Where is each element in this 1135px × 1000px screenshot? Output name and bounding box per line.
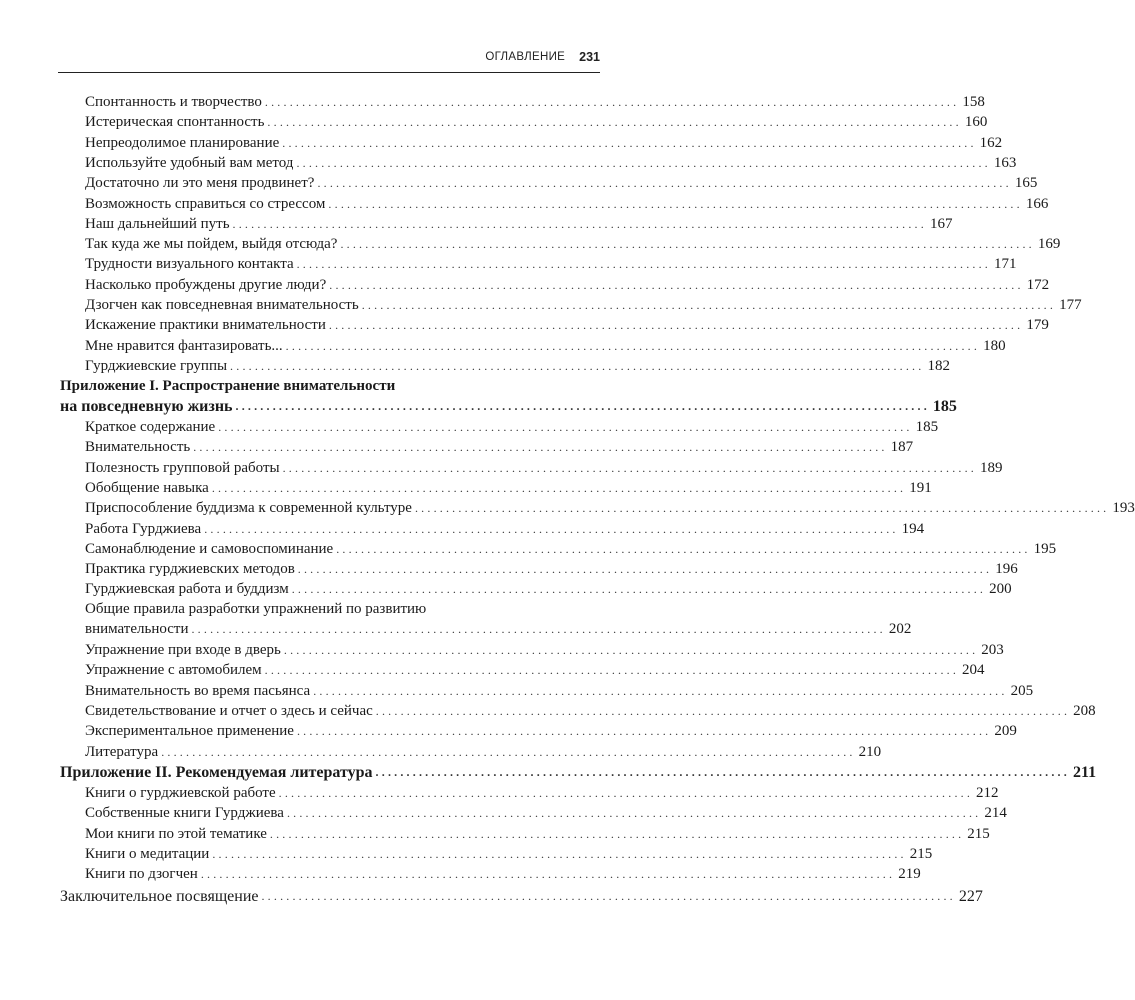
toc-entry (85, 620, 912, 639)
dot-leader: ................................................................................................................ (336, 541, 1031, 556)
toc-entry (85, 255, 1017, 274)
entry-page-number: 162 (979, 134, 1003, 151)
entry-title: Непреодолимое планирование (85, 134, 280, 151)
entry-page-number: 185 (915, 419, 939, 435)
dot-leader: ................................................................................................................ (296, 257, 992, 272)
toc-entry (85, 459, 1003, 478)
entry-page-number: 171 (994, 256, 1017, 273)
dot-leader: ................................................................................................................ (235, 399, 930, 413)
entry-title: Свидетельствование и отчет о здесь и сейчас (85, 702, 373, 719)
dot-leader: ................................................................................................................ (193, 440, 888, 455)
entry-title: Гурджиевская работа и буддизм (85, 581, 289, 598)
entry-page-number: 209 (994, 723, 1017, 740)
entry-page-number: 191 (909, 479, 932, 496)
entry-page-number: 204 (962, 662, 985, 679)
entry-title: Внимательность во время пасьянса (85, 682, 311, 699)
entry-page-number: 182 (927, 357, 950, 374)
toc-entry-line1: Общие правила разработки упражнений по развитию (85, 601, 427, 617)
entry-title: Истерическая спонтанность (85, 114, 265, 131)
entry-title: Полезность групповой работы (85, 459, 280, 476)
entry-title: Мои книги по этой тематике (85, 825, 267, 842)
toc-entry (85, 296, 1082, 315)
entry-page-number: 189 (980, 459, 1003, 476)
dot-leader: ................................................................................................................ (340, 237, 1035, 252)
entry-title: Используйте удобный вам метод (85, 154, 294, 171)
toc-entry (85, 134, 1003, 153)
toc-entry (85, 641, 1004, 660)
dot-leader: ................................................................................................................ (329, 277, 1024, 292)
entry-title: Наш дальнейший путь (85, 215, 230, 232)
entry-title: Практика гурджиевских методов (85, 561, 295, 578)
entry-title: Внимательность (85, 439, 191, 456)
entry-title: Собственные книги Гурджиева (85, 805, 284, 822)
dot-leader: ................................................................................................................ (212, 846, 907, 861)
entry-title: Возможность справиться со стрессом (85, 195, 326, 212)
appendix-1-entry (60, 397, 957, 416)
entry-title: Насколько пробуждены другие люди? (85, 276, 327, 293)
toc-entry (85, 743, 882, 762)
entry-title: Мне нравится фантазировать... (85, 337, 283, 354)
entry-page-number: 200 (989, 581, 1012, 598)
dot-leader: ................................................................................................................ (282, 460, 977, 475)
toc-entry (85, 479, 932, 498)
header-page-number: 231 (579, 50, 600, 64)
toc-entry (85, 235, 1061, 254)
toc-entry (85, 520, 925, 539)
entry-page-number: 202 (888, 621, 912, 637)
appendix-1-title-line1: Приложение I. Распространение внимательности (60, 378, 396, 394)
toc-entry (85, 357, 950, 376)
entry-page-number: 208 (1073, 702, 1096, 719)
toc-entry (85, 804, 1007, 823)
entry-title: Искажение практики внимательности (85, 317, 326, 334)
entry-title: Работа Гурджиева (85, 520, 202, 537)
entry-page-number: 163 (993, 154, 1017, 171)
toc-entry (85, 93, 985, 112)
toc-entry (85, 825, 990, 844)
toc-entry (85, 540, 1057, 559)
dot-leader: ................................................................................................................ (232, 216, 927, 231)
dot-leader: ................................................................................................................ (161, 744, 856, 759)
entry-page-number: 165 (1014, 175, 1038, 192)
entry-page-number: 179 (1026, 317, 1049, 334)
entry-page-number: 212 (976, 785, 999, 801)
running-header (58, 48, 600, 73)
toc-entry (85, 418, 939, 437)
toc-entry (85, 113, 988, 132)
dot-leader: ................................................................................................................ (267, 115, 962, 130)
toc-entry (85, 682, 1034, 701)
toc-entry (85, 661, 985, 680)
entry-page-number: 215 (909, 845, 933, 862)
entry-title: на повседневную жизнь (60, 398, 233, 415)
entry-page-number: 214 (984, 805, 1007, 822)
entry-title: Самонаблюдение и самовоспоминание (85, 540, 334, 557)
dot-leader: ................................................................................................................ (328, 318, 1024, 333)
dot-leader: ................................................................................................................ (286, 806, 982, 821)
entry-page-number: 172 (1026, 276, 1050, 293)
dot-leader: ................................................................................................................ (313, 683, 1008, 698)
entry-title: Так куда же мы пойдем, выйдя отсюда? (85, 236, 338, 253)
entry-title: Книги о гурджиевской работе (85, 785, 276, 801)
dot-leader: ................................................................................................................ (375, 703, 1071, 718)
dot-leader: ................................................................................................................ (191, 622, 886, 636)
entry-page-number: 180 (983, 337, 1006, 354)
toc-entry (85, 276, 1050, 295)
entry-page-number: 196 (995, 561, 1018, 578)
entry-page-number: 160 (964, 114, 988, 131)
toc-entry (85, 499, 1135, 518)
entry-title: Дзогчен как повседневная внимательность (85, 297, 359, 313)
toc-entry (85, 154, 1017, 173)
toc-entry (85, 174, 1038, 193)
dot-leader: ................................................................................................................ (264, 663, 960, 678)
dot-leader: ................................................................................................................ (230, 358, 925, 373)
dot-leader: ................................................................................................................ (285, 338, 981, 353)
dot-leader: ................................................................................................................ (218, 420, 913, 434)
entry-page-number: 185 (932, 398, 957, 415)
entry-page-number: 187 (890, 439, 914, 456)
entry-title: Заключительное посвящение (60, 888, 259, 905)
entry-page-number: 211 (1072, 764, 1097, 781)
entry-title: Достаточно ли это меня продвинет? (85, 175, 315, 192)
dot-leader: ................................................................................................................ (296, 724, 992, 739)
dot-leader: ................................................................................................................ (361, 298, 1057, 312)
dot-leader: ................................................................................................................ (328, 196, 1023, 211)
entry-title: Упражнение с автомобилем (85, 662, 262, 679)
entry-page-number: 158 (962, 94, 985, 110)
entry-page-number: 177 (1059, 297, 1082, 313)
toc-entry (85, 316, 1049, 335)
dot-leader: ................................................................................................................ (200, 867, 896, 882)
toc-entry (85, 580, 1012, 599)
entry-page-number: 194 (901, 520, 925, 537)
dot-leader: ................................................................................................................ (291, 582, 987, 597)
toc-entry (85, 702, 1096, 721)
toc-entry (85, 195, 1049, 214)
toc-entry (85, 784, 999, 803)
entry-title: Обобщение навыка (85, 479, 209, 496)
entry-title: Приложение II. Рекомендуемая литература (60, 764, 373, 781)
appendix-2-entry (60, 763, 1097, 782)
entry-page-number: 205 (1010, 682, 1034, 699)
entry-title: внимательности (85, 621, 189, 637)
entry-page-number: 195 (1033, 540, 1057, 557)
dot-leader: ................................................................................................................ (204, 521, 899, 536)
entry-title: Краткое содержание (85, 419, 216, 435)
dot-leader: ................................................................................................................ (264, 95, 960, 109)
toc-entry (85, 215, 953, 234)
entry-title: Книги по дзогчен (85, 866, 198, 883)
toc-entry (85, 560, 1018, 579)
entry-page-number: 169 (1037, 236, 1061, 253)
entry-page-number: 210 (858, 743, 882, 760)
header-title: ОГЛАВЛЕНИЕ (485, 51, 566, 63)
entry-page-number: 193 (1112, 500, 1135, 517)
dot-leader: ................................................................................................................ (261, 889, 956, 903)
dot-leader: ................................................................................................................ (297, 562, 993, 577)
dot-leader: ................................................................................................................ (296, 155, 991, 170)
entry-page-number: 167 (929, 215, 953, 232)
dot-leader: ................................................................................................................ (283, 643, 979, 657)
entry-title: Приспособление буддизма к современной культуре (85, 500, 412, 517)
toc-entry (85, 337, 1006, 356)
entry-page-number: 203 (981, 642, 1004, 658)
entry-title: Экспериментальное применение (85, 723, 294, 740)
entry-title: Гурджиевские группы (85, 357, 228, 374)
entry-title: Спонтанность и творчество (85, 94, 262, 110)
entry-page-number: 219 (898, 866, 921, 883)
entry-title: Литература (85, 743, 159, 760)
dot-leader: ................................................................................................................ (282, 135, 977, 150)
dot-leader: ................................................................................................................ (211, 480, 907, 495)
entry-title: Книги о медитации (85, 845, 210, 862)
closing-entry (60, 887, 983, 906)
entry-page-number: 166 (1025, 195, 1049, 212)
dot-leader: ................................................................................................................ (278, 786, 974, 800)
dot-leader: ................................................................................................................ (375, 765, 1070, 779)
toc-entry (85, 845, 933, 864)
entry-page-number: 215 (967, 825, 990, 842)
dot-leader: ................................................................................................................ (317, 176, 1012, 191)
entry-title: Упражнение при входе в дверь (85, 642, 281, 658)
dot-leader: ................................................................................................................ (269, 826, 965, 841)
toc-entry (85, 865, 921, 884)
entry-page-number: 227 (958, 888, 983, 905)
toc-entry (85, 438, 914, 457)
toc-entry (85, 722, 1017, 741)
entry-title: Трудности визуального контакта (85, 256, 294, 273)
dot-leader: ................................................................................................................ (414, 501, 1110, 516)
